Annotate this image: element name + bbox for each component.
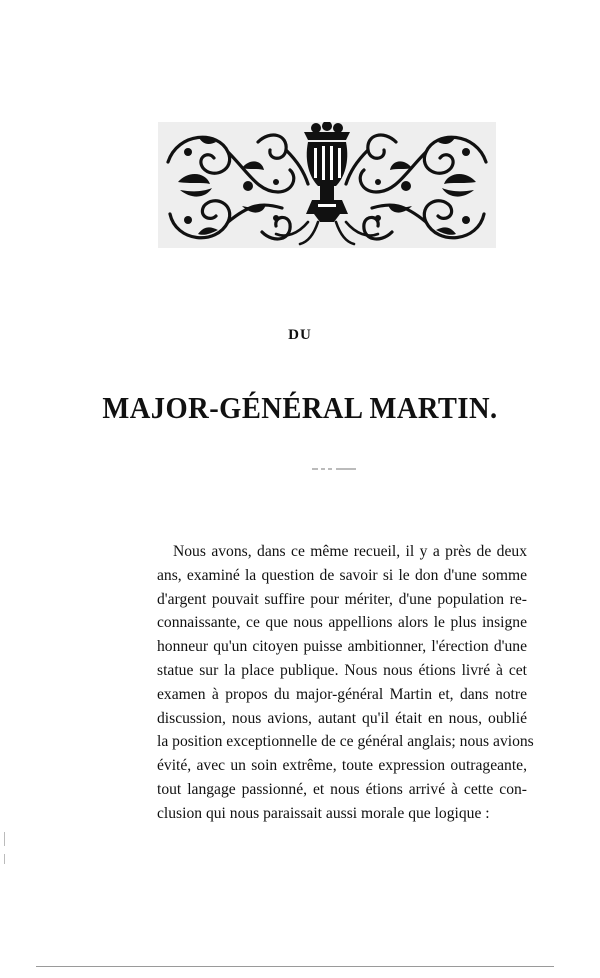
scan-margin-mark — [4, 854, 5, 864]
page-bottom-rule — [36, 966, 554, 967]
body-line: statue sur la place publique. Nous nous étions livré à cet — [157, 661, 527, 679]
scan-margin-mark — [4, 832, 5, 846]
body-line: connaissante, ce que nous appellions alors le plus insigne — [157, 614, 527, 632]
body-line: la position exceptionnelle de ce général anglais; nous avions — [157, 733, 534, 751]
body-line: ans, examiné la question de savoir si le don d'une somme — [157, 566, 527, 584]
body-line: évité, avec un soin extrême, toute expression outrageante, — [157, 757, 527, 775]
body-line: honneur qu'un citoyen puisse ambitionner, l'érection d'une — [157, 638, 527, 656]
body-line: clusion qui nous paraissait aussi morale que logique : — [157, 804, 490, 822]
body-line: discussion, nous avions, autant qu'il était en nous, oublié — [157, 709, 527, 727]
floral-vase-headpiece-icon — [158, 122, 496, 248]
title-kicker: DU — [288, 327, 312, 343]
decorative-dash-rule — [312, 467, 356, 471]
body-line: examen à propos du major-général Martin et, dans notre — [157, 685, 527, 703]
body-line: tout langage passionné, et nous étions arrivé à cette con- — [157, 780, 527, 798]
chapter-title: MAJOR-GÉNÉRAL MARTIN. — [102, 390, 498, 425]
body-line: d'argent pouvait suffire pour mériter, d'une population re- — [157, 590, 527, 608]
body-line: Nous avons, dans ce même recueil, il y a près de deux — [173, 543, 527, 560]
body-paragraph — [157, 540, 534, 826]
